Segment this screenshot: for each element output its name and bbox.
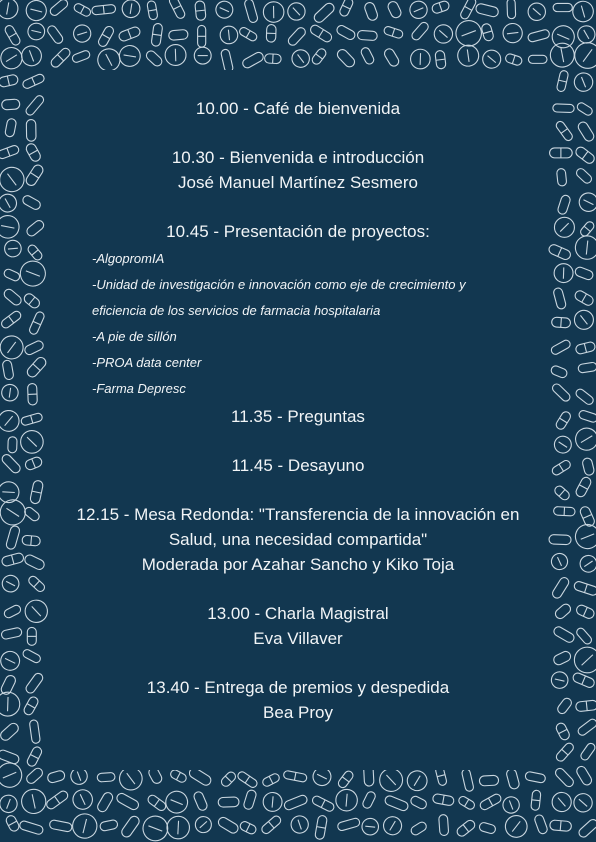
capsule-icon [455,819,476,838]
capsule-icon [24,163,45,187]
project-item: -A pie de sillón [92,329,177,344]
capsule-icon [383,26,404,40]
tablet-icon [501,794,522,815]
pill-icon [99,819,118,831]
capsule-icon [27,575,46,594]
project-list [48,246,548,402]
tablet-icon [1,383,20,402]
tablet-icon [430,21,456,47]
capsule-icon [432,793,454,806]
pill-icon [574,266,594,281]
tablet-icon [289,814,311,836]
tablet-icon [17,257,49,289]
tablet-icon [501,811,531,841]
agenda-item-keynote [48,601,548,651]
tablet-icon [550,213,578,241]
pill-icon [243,789,257,810]
pill-icon [557,194,572,215]
capsule-icon [479,793,503,812]
capsule-icon [457,795,476,811]
capsule-icon [22,73,46,90]
capsule-icon [551,317,570,328]
tablet-icon [0,214,21,240]
pill-icon [193,790,209,811]
capsule-icon [315,815,328,840]
capsule-icon [169,769,187,784]
pill-icon [47,770,66,784]
tablet-icon [121,0,141,19]
pill-icon [528,55,547,63]
capsule-icon [146,794,167,813]
pill-icon [575,627,593,646]
pill-icon [363,1,379,21]
capsule-icon [575,604,596,620]
capsule-icon [551,459,572,477]
capsule-icon [283,770,307,782]
pill-icon [575,765,593,787]
capsule-icon [0,144,20,159]
agenda-item-welcome-intro [48,145,548,195]
capsule-icon [264,54,281,64]
pill-icon [439,814,449,835]
pill-icon [23,339,44,356]
pill-icon [22,648,42,664]
pill-icon [578,362,596,373]
capsule-icon [575,700,596,712]
pill-icon [478,822,496,835]
capsule-icon [49,46,71,68]
pill-icon [556,696,573,715]
tablet-icon [525,0,550,24]
tablet-icon [548,789,575,816]
pill-icon [553,287,567,310]
capsule-icon [311,795,335,813]
pill-icon [361,790,376,809]
agenda-item-title: 10.00 - Café de bienvenida [195,99,401,118]
pill-icon [29,720,40,744]
pill-icon [283,794,308,811]
capsule-icon [555,120,574,142]
capsule-icon [92,4,116,15]
pill-icon [3,604,22,619]
pill-icon [525,771,546,783]
tablet-icon [0,406,23,435]
pill-icon [507,0,516,19]
pill-icon [337,817,361,831]
agenda-item-title: 12.15 - Mesa Redonda: "Transferencia de la innovación en [76,505,520,524]
pill-icon [553,3,572,11]
pill-icon [26,119,36,141]
tablet-icon [24,0,48,23]
tablet-icon [574,235,596,261]
capsule-icon [4,24,22,47]
pill-icon [550,365,568,379]
tablet-icon [284,0,308,24]
tablet-icon [19,787,48,816]
tablet-icon [554,263,574,283]
tablet-icon [213,0,235,21]
tablet-icon [0,572,22,594]
capsule-icon [1,552,25,567]
project-item: -Farma Depresc [92,381,186,396]
tablet-icon [577,552,596,575]
tablet-icon [407,0,430,21]
capsule-icon [236,770,258,789]
agenda-item-title: 13.40 - Entrega de premios y despedida [146,678,450,697]
capsule-icon [147,0,158,20]
capsule-icon [431,0,450,14]
pill-icon [335,47,356,68]
capsule-icon [435,50,446,69]
tablet-icon [192,813,215,836]
capsule-icon [73,2,92,17]
capsule-icon [573,289,595,307]
tablet-icon [0,692,20,717]
tablet-icon [502,22,523,43]
agenda-item-title: 13.00 - Charla Magistral [207,604,389,623]
capsule-icon [531,790,541,811]
agenda-item-round-table [48,502,548,577]
capsule-icon [168,0,186,20]
tablet-icon [166,816,190,840]
capsule-icon [118,26,142,43]
pill-icon [2,360,14,381]
pill-icon [1,99,20,110]
capsule-icon [22,292,41,310]
pill-icon [550,339,572,356]
pill-icon [409,795,428,810]
pill-icon [410,821,428,837]
agenda-item-title: 11.45 - Desayuno [231,456,365,475]
tablet-icon [570,0,595,24]
capsule-icon [26,243,43,261]
tablet-icon [219,25,238,44]
pill-icon [384,795,410,812]
pill-icon [24,672,44,695]
capsule-icon [20,412,43,426]
pill-icon [551,382,572,403]
pill-icon [576,101,594,116]
agenda-item-speaker: Bea Proy [263,703,333,722]
agenda-item-speaker: Eva Villaver [253,629,343,648]
pill-icon [360,46,376,65]
capsule-icon [504,53,522,66]
capsule-icon [45,789,70,810]
tablet-icon [361,818,379,836]
pill-icon [383,47,401,68]
pill-icon [552,650,572,667]
pill-icon [23,506,41,523]
pill-icon [168,29,188,40]
capsule-icon [555,741,576,762]
capsule-icon [22,535,41,546]
agenda-item-questions [48,404,548,429]
pill-icon [46,24,65,45]
pill-icon [552,625,575,644]
tablet-icon [0,648,23,673]
capsule-icon [261,772,280,787]
pill-icon [23,553,46,571]
capsule-icon [579,220,596,238]
pill-icon [551,576,571,600]
pill-icon [357,30,377,40]
tablet-icon [410,49,430,69]
agenda-item-title-cont: Salud, una necesidad compartida" [168,530,428,549]
tablet-icon [335,789,358,812]
pill-icon [49,0,70,17]
tablet-icon [380,813,405,838]
tablet-icon [162,788,190,816]
capsule-icon [30,480,44,505]
tablet-icon [262,792,282,812]
tablet-icon [4,240,22,258]
tablet-icon [569,642,596,678]
pill-icon [386,0,402,19]
pill-icon [97,772,115,782]
capsule-icon [25,142,43,163]
pill-icon [549,535,571,545]
pill-icon [410,21,430,42]
pill-icon [244,0,259,23]
pill-icon [3,268,21,282]
tablet-icon [572,521,596,552]
agenda-item-awards [48,675,548,725]
agenda-item-welcome-coffee [48,96,548,121]
capsule-icon [5,814,21,833]
capsule-icon [555,410,573,431]
pill-icon [479,775,499,786]
capsule-icon [260,814,282,835]
agenda-item-moderators: Moderada por Azahar Sancho y Kiko Toja [141,555,455,574]
tablet-icon [0,793,20,815]
tablet-icon [550,670,570,690]
capsule-icon [309,23,333,43]
capsule-icon [338,0,354,17]
tablet-icon [404,767,431,794]
pill-icon [71,49,91,63]
capsule-icon [556,70,569,92]
capsule-icon [575,341,596,355]
tablet-icon [0,331,28,363]
tablet-icon [118,44,142,68]
pill-icon [5,118,17,137]
pill-icon [287,26,308,47]
tablet-icon [263,2,284,23]
agenda-item-title: 10.30 - Bienvenida e introducción [171,148,425,167]
tablet-icon [548,41,576,69]
pill-icon [21,194,42,211]
tablet-icon [551,433,574,456]
tablet-icon [576,190,596,215]
pill-icon [577,718,596,737]
capsule-icon [555,722,571,742]
capsule-icon [22,695,39,716]
capsule-icon [572,672,596,689]
agenda-item-breakfast [48,453,548,478]
tablet-icon [16,426,48,458]
agenda-item-title: 11.35 - Preguntas [231,407,365,426]
pill-icon [534,814,549,835]
capsule-icon [239,820,258,835]
pill-icon [0,721,20,742]
tablet-icon [0,759,25,791]
capsule-icon [25,355,48,379]
pill-icon [553,104,575,113]
tablet-icon [194,47,211,64]
pill-icon [0,453,22,475]
project-item: -Unidad de investigación e innovación como eje de crecimiento y eficiencia de los servicios de farmacia hospitalaria [92,277,466,318]
pill-icon [217,816,240,835]
pill-icon [579,742,596,762]
capsule-icon [220,770,238,788]
pill-icon [5,525,20,550]
project-item: -PROA data center [92,355,202,370]
capsule-icon [28,383,38,405]
capsule-icon [574,145,596,165]
pill-icon [506,768,521,790]
agenda-item-projects [48,219,548,402]
pill-icon [577,120,596,143]
pill-icon [1,627,23,640]
capsule-icon [97,25,115,48]
tablet-icon [0,162,29,196]
capsule-icon [28,311,45,336]
capsule-icon [266,24,276,42]
tablet-icon [571,424,596,454]
capsule-icon [459,0,477,20]
capsule-icon [574,476,592,499]
capsule-icon [238,26,258,42]
pill-icon [335,24,356,41]
tablet-icon [165,44,187,66]
agenda [48,96,548,749]
agenda-item-speaker: José Manuel Martínez Sesmero [178,173,418,192]
capsule-icon [0,74,19,88]
tablet-icon [571,307,596,334]
capsule-icon [198,25,206,47]
pill-icon [145,49,164,68]
capsule-icon [553,484,571,501]
capsule-icon [27,627,36,645]
pill-icon [24,94,45,117]
agenda-item-title: 10.45 - Presentación de proyectos: [166,222,430,241]
tablet-icon [71,23,92,44]
tablet-icon [479,46,504,71]
tablet-icon [19,43,45,69]
tablet-icon [0,0,20,20]
tablet-icon [70,787,96,813]
tablet-icon [288,46,312,70]
tablet-icon [572,70,596,94]
capsule-icon [550,148,573,158]
capsule-icon [0,310,22,330]
tablet-icon [549,551,570,572]
pill-icon [577,818,596,839]
tablet-icon [570,38,596,74]
capsule-icon [195,1,206,21]
pill-icon [475,3,499,18]
pill-icon [556,168,566,186]
capsule-icon [26,745,43,767]
pill-icon [25,766,45,785]
pill-icon [527,29,550,43]
capsule-icon [311,47,328,66]
capsule-icon [24,456,43,471]
tablet-icon [0,191,20,215]
project-item: -AlgopromIA [92,251,165,266]
pill-icon [553,602,572,620]
capsule-icon [548,243,572,261]
capsule-icon [573,580,596,596]
tablet-icon [70,811,99,840]
tablet-icon [570,790,596,816]
pill-icon [461,768,474,792]
pill-icon [25,219,46,238]
tablet-icon [26,21,46,41]
pill-icon [554,767,576,789]
pill-icon [96,791,115,814]
capsule-icon [151,23,163,47]
pill-icon [8,437,17,453]
pill-icon [312,1,336,24]
capsule-icon [337,769,355,789]
pill-icon [241,51,265,70]
pill-icon [49,819,73,832]
tablet-icon [456,44,480,68]
capsule-icon [481,23,495,42]
pill-icon [2,287,23,306]
tablet-icon [0,495,30,530]
pill-icon [19,820,44,835]
pill-icon [575,167,594,185]
pill-icon [582,457,595,476]
capsule-icon [550,820,572,832]
pill-icon [574,387,595,406]
pill-icon [115,792,140,811]
pill-icon [578,409,596,423]
pill-icon [120,814,141,838]
pill-icon [218,797,239,807]
capsule-icon [553,507,575,517]
